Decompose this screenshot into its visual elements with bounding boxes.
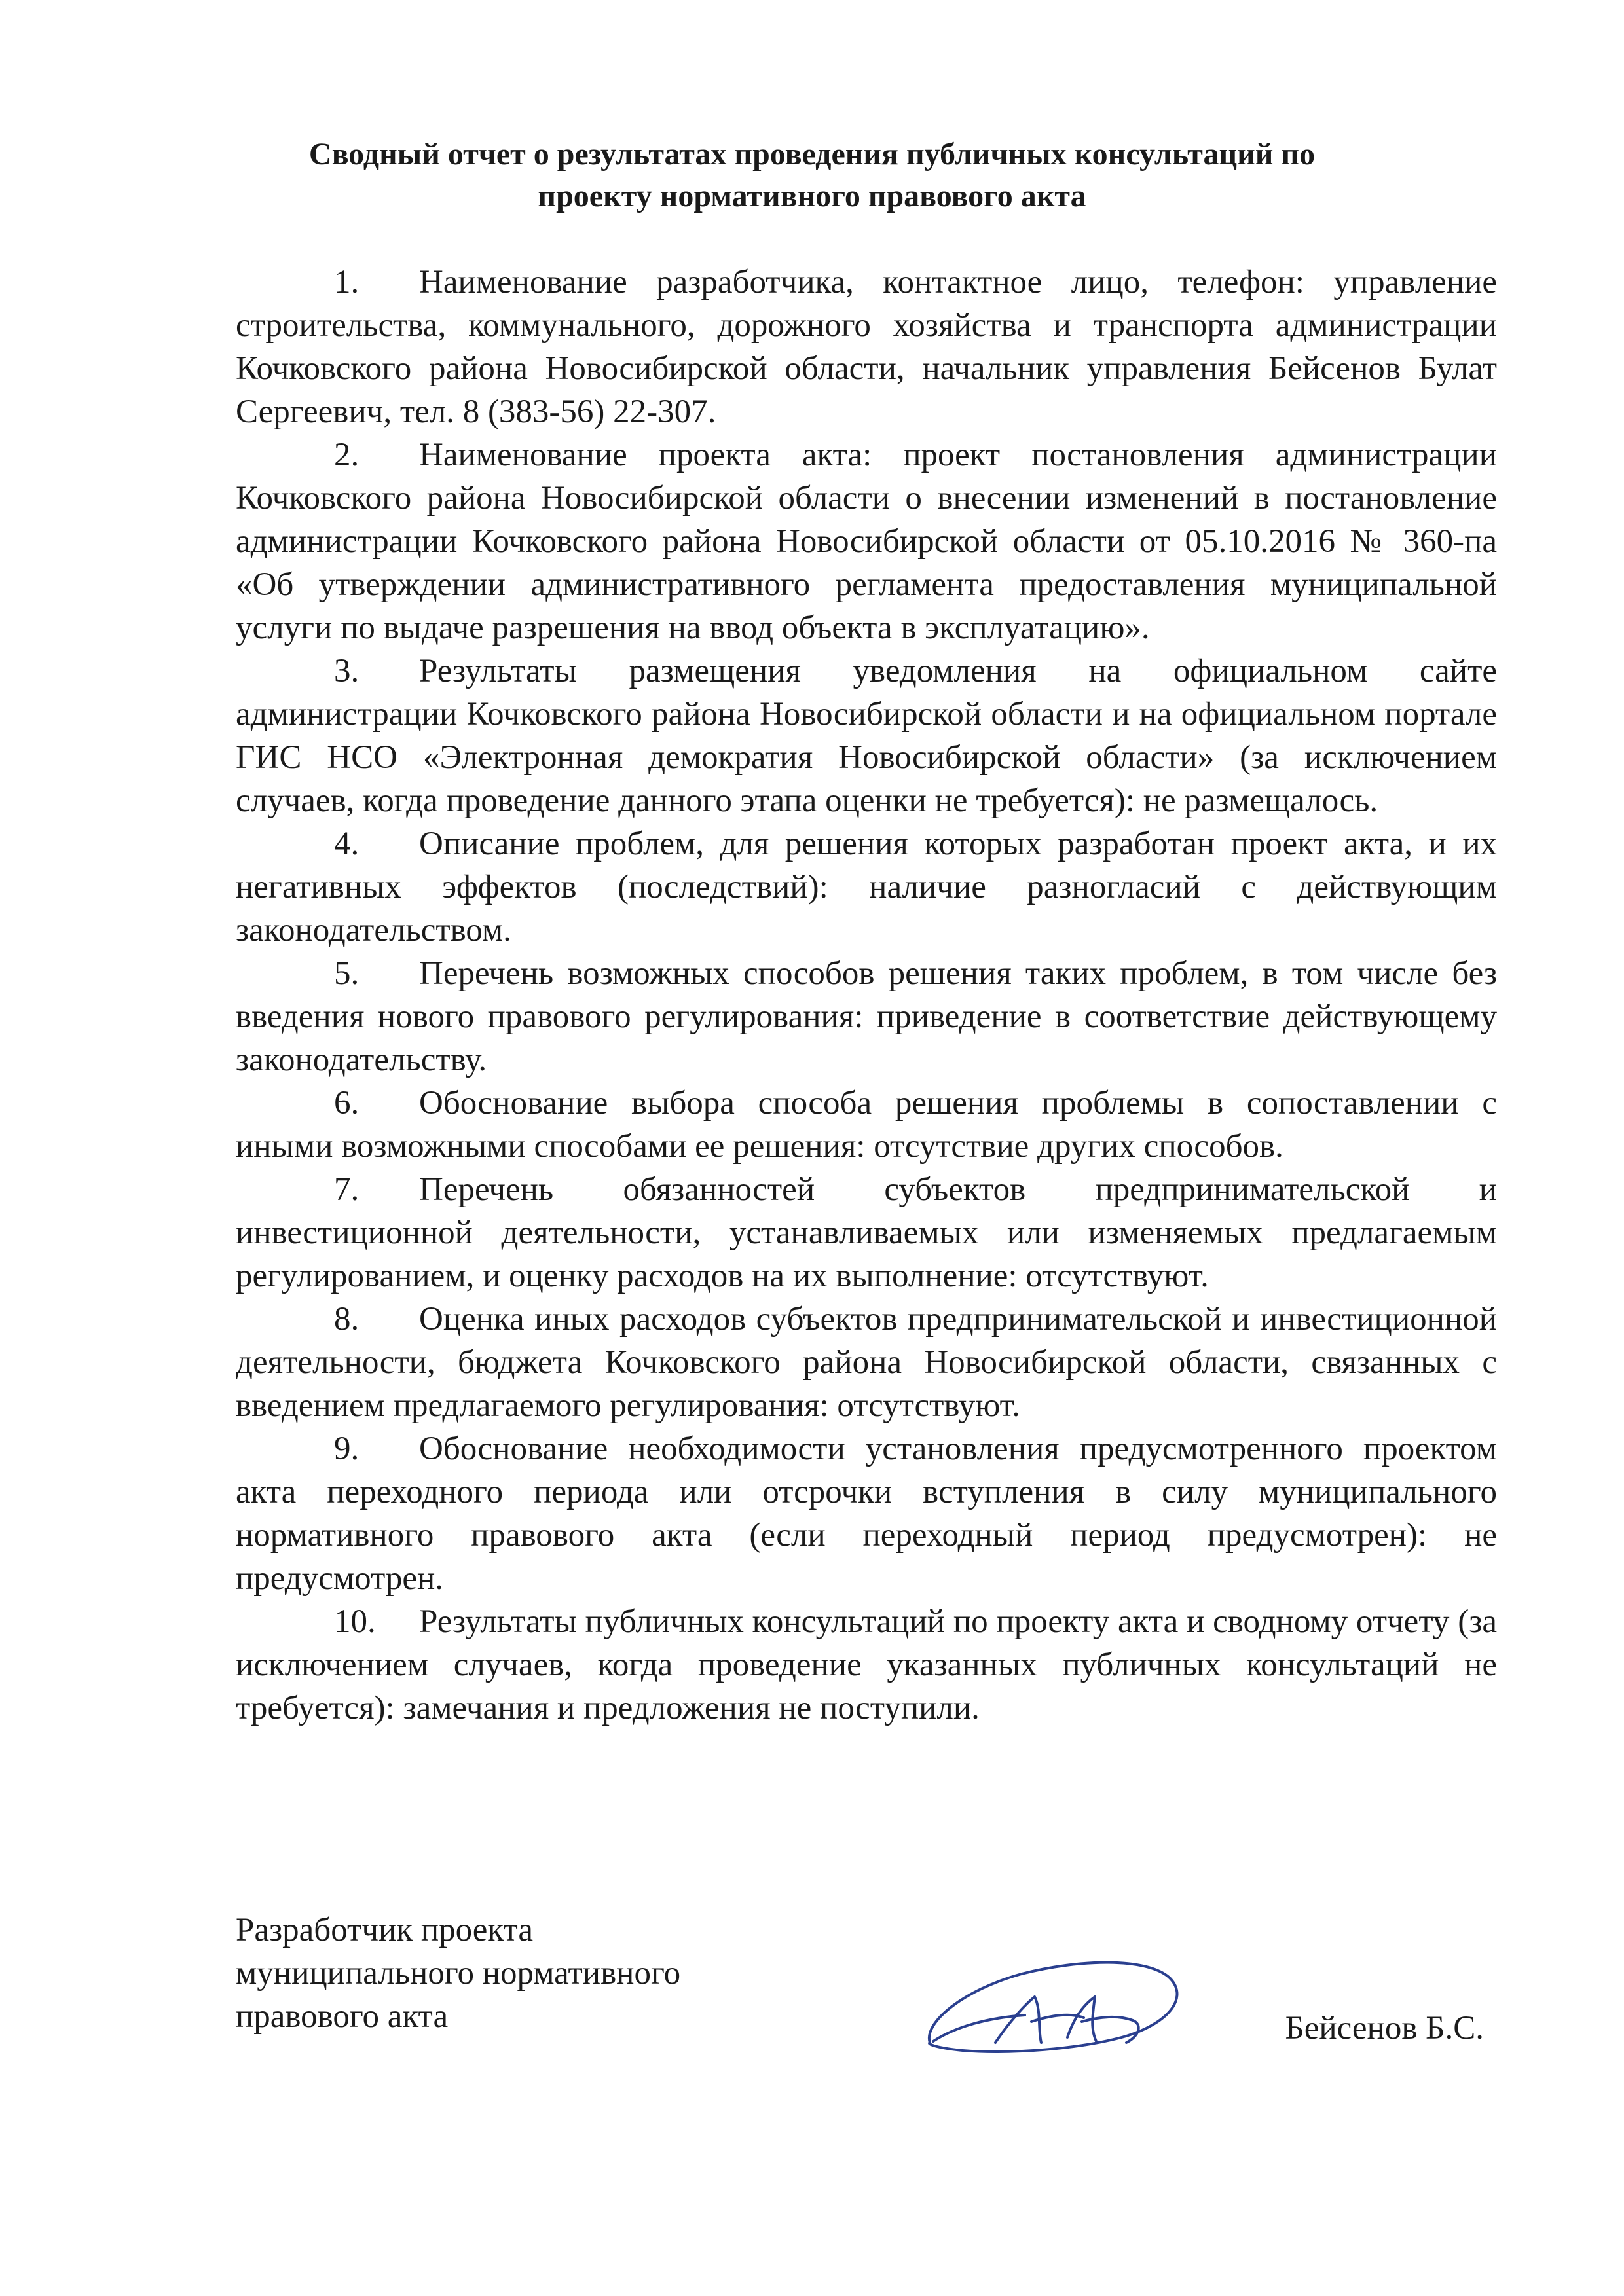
report-items [236,261,1497,1730]
item-text: Обоснование необходимости установления предусмотренного проектом акта переходного периода или отсрочки вступления в силу муниципального нормативного правового акта (если переходный период предусмотрен): не предусмотрен. [236,1430,1497,1597]
item-text: Обоснование выбора способа решения проблемы в сопоставлении с иными возможными способами ее решения: отсутствие других способов. [236,1085,1497,1165]
title-line-2: проекту нормативного правового акта [538,179,1086,213]
signer-name: Бейсенов Б.С. [1285,2010,1484,2047]
item-number: 4. [334,826,360,862]
item-text: Перечень обязанностей субъектов предпринимательской и инвестиционной деятельности, устанавливаемых или изменяемых предлагаемым регулированием, и оценку расходов на их выполнение: отсутствуют. [236,1171,1497,1294]
item-text: Оценка иных расходов субъектов предпринимательской и инвестиционной деятельности, бюджета Кочковского района Новосибирской области, связанных с введением предлагаемого регулирования: отсутствуют. [236,1301,1497,1424]
item-number: 3. [334,653,360,689]
item-number: 6. [334,1085,360,1121]
report-item-1 [236,261,1497,433]
report-item-2 [236,433,1497,649]
item-text: Результаты публичных консультаций по проекту акта и сводному отчету (за исключением случаев, когда проведение указанных публичных консультаций не требуется): замечания и предложения не поступили. [236,1603,1497,1726]
item-text: Наименование разработчика, контактное лицо, телефон: управление строительства, коммунального, дорожного хозяйства и транспорта администрации Кочковского района Новосибирской области, начальник управления Бейсенов Булат Сергеевич, тел. 8 (383-56) 22-307. [236,264,1497,430]
signer-role-line-3: правового акта [236,1998,449,2035]
item-number: 1. [334,264,360,301]
item-text: Описание проблем, для решения которых разработан проект акта, и их негативных эффектов (последствий): наличие разногласий с действующим законодательством. [236,826,1497,949]
item-number: 2. [334,437,360,473]
report-item-9 [236,1427,1497,1600]
item-number: 9. [334,1430,360,1467]
signer-role [236,1908,680,2038]
item-number: 7. [334,1171,360,1208]
document-title [236,134,1388,217]
handwritten-signature [910,1944,1198,2069]
report-item-10 [236,1600,1497,1730]
report-item-5 [236,952,1497,1082]
report-item-8 [236,1298,1497,1427]
item-number: 5. [334,955,360,992]
report-item-6 [236,1082,1497,1168]
item-text: Перечень возможных способов решения таких проблем, в том числе без введения нового правового регулирования: приведение в соответствие действующему законодательству. [236,955,1497,1078]
signature-block [236,1908,1497,2105]
item-number: 8. [334,1301,360,1338]
item-text: Наименование проекта акта: проект постановления администрации Кочковского района Новосибирской области о внесении изменений в постановление администрации Кочковского района Новосибирской области от 05.10.2016 № 360-па «Об утверждении административного регламента предоставления муниципальной услуги по выдаче разрешения на ввод объекта в эксплуатацию». [236,437,1497,646]
title-line-1: Сводный отчет о результатах проведения публичных консультаций по [308,137,1316,172]
report-item-3 [236,649,1497,822]
report-item-7 [236,1168,1497,1298]
item-number: 10. [334,1603,376,1640]
report-item-4 [236,822,1497,952]
item-text: Результаты размещения уведомления на официальном сайте администрации Кочковского района Новосибирской области и на официальном портале ГИС НСО «Электронная демократия Новосибирской области» (за исключением случаев, когда проведение данного этапа оценки не требуется): не размещалось. [236,653,1497,819]
signer-role-line-1: Разработчик проекта [236,1912,534,1948]
signer-role-line-2: муниципального нормативного [236,1955,681,1992]
